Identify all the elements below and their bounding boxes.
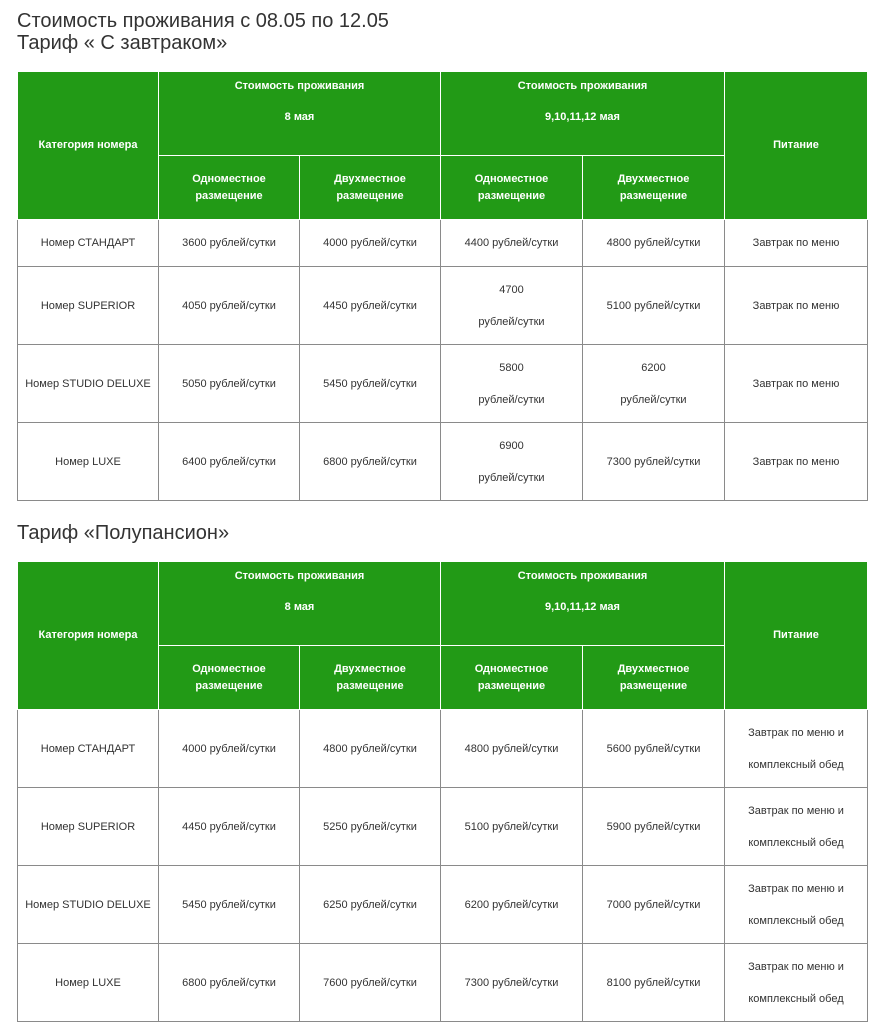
room-category: Номер LUXE: [18, 423, 159, 501]
header-group-label: Стоимость проживания: [517, 570, 648, 582]
price-cell: 5600 рублей/сутки: [583, 710, 725, 788]
price-cell: 7300 рублей/сутки: [583, 423, 725, 501]
header-group-label: Стоимость проживания: [517, 80, 648, 92]
table-row: [18, 267, 868, 345]
room-category: Номер СТАНДАРТ: [18, 220, 159, 267]
price-cell: 4400 рублей/сутки: [441, 220, 583, 267]
header-single: Одноместное размещение: [441, 646, 583, 710]
header-double: Двухместное размещение: [583, 156, 725, 220]
price-cell: 4450 рублей/сутки: [159, 788, 300, 866]
header-category: Категория номера: [18, 562, 159, 710]
price-cell: 5450 рублей/сутки: [159, 866, 300, 944]
table-row: [18, 710, 868, 788]
meals-line: комплексный обед: [748, 836, 844, 849]
meals-line: комплексный обед: [748, 758, 844, 771]
tariff-title-breakfast: Тариф « С завтраком»: [17, 32, 228, 54]
meals-cell: [725, 710, 868, 788]
table-row: [18, 866, 868, 944]
price-cell: 7600 рублей/сутки: [300, 944, 441, 1022]
header-group-date: 9,10,11,12 мая: [545, 111, 620, 123]
header-group-may9-12: [441, 562, 725, 646]
price-cell: 7000 рублей/сутки: [583, 866, 725, 944]
price-unit: рублей/сутки: [620, 393, 687, 406]
price-amount: 4700: [499, 283, 524, 296]
price-unit: рублей/сутки: [478, 471, 545, 484]
price-amount: 6900: [499, 439, 524, 452]
price-cell: 6800 рублей/сутки: [300, 423, 441, 501]
price-cell: [441, 267, 583, 345]
header-single: Одноместное размещение: [159, 156, 300, 220]
price-cell: 5450 рублей/сутки: [300, 345, 441, 423]
price-cell: 4050 рублей/сутки: [159, 267, 300, 345]
price-cell: 5100 рублей/сутки: [441, 788, 583, 866]
table-row: [18, 788, 868, 866]
room-category: Номер СТАНДАРТ: [18, 710, 159, 788]
header-group-label: Стоимость проживания: [234, 80, 365, 92]
meals-cell: [725, 866, 868, 944]
price-cell: 5900 рублей/сутки: [583, 788, 725, 866]
header-meals: Питание: [725, 72, 868, 220]
table-row: [18, 423, 868, 501]
price-amount: 5800: [499, 361, 524, 374]
meals-cell: Завтрак по меню: [725, 423, 868, 501]
header-group-may8: [159, 562, 441, 646]
header-double: Двухместное размещение: [300, 156, 441, 220]
price-cell: 4800 рублей/сутки: [583, 220, 725, 267]
meals-line: Завтрак по меню и: [748, 960, 844, 973]
price-cell: 4000 рублей/сутки: [159, 710, 300, 788]
meals-line: комплексный обед: [748, 914, 844, 927]
room-category: Номер LUXE: [18, 944, 159, 1022]
price-cell: 4800 рублей/сутки: [300, 710, 441, 788]
meals-line: Завтрак по меню и: [748, 804, 844, 817]
price-cell: [441, 423, 583, 501]
meals-cell: [725, 944, 868, 1022]
header-group-date: 8 мая: [284, 601, 315, 613]
price-cell: 5100 рублей/сутки: [583, 267, 725, 345]
price-unit: рублей/сутки: [478, 393, 545, 406]
price-cell: 6250 рублей/сутки: [300, 866, 441, 944]
meals-line: Завтрак по меню и: [748, 882, 844, 895]
header-category: Категория номера: [18, 72, 159, 220]
price-table-half-board: [17, 561, 868, 1022]
price-amount: 6200: [641, 361, 666, 374]
header-single: Одноместное размещение: [159, 646, 300, 710]
header-single: Одноместное размещение: [441, 156, 583, 220]
price-cell: 6200 рублей/сутки: [441, 866, 583, 944]
price-cell: [583, 345, 725, 423]
price-cell: 4000 рублей/сутки: [300, 220, 441, 267]
room-category: Номер SUPERIOR: [18, 788, 159, 866]
table-row: [18, 220, 868, 267]
meals-line: комплексный обед: [748, 992, 844, 1005]
table-row: [18, 944, 868, 1022]
meals-cell: Завтрак по меню: [725, 345, 868, 423]
room-category: Номер STUDIO DELUXE: [18, 345, 159, 423]
header-group-date: 8 мая: [284, 111, 315, 123]
room-category: Номер SUPERIOR: [18, 267, 159, 345]
price-cell: 3600 рублей/сутки: [159, 220, 300, 267]
meals-line: Завтрак по меню и: [748, 726, 844, 739]
header-group-date: 9,10,11,12 мая: [545, 601, 620, 613]
price-cell: 7300 рублей/сутки: [441, 944, 583, 1022]
price-cell: 4450 рублей/сутки: [300, 267, 441, 345]
price-table-breakfast: [17, 71, 868, 501]
meals-cell: [725, 788, 868, 866]
page-title: Стоимость проживания с 08.05 по 12.05: [17, 10, 389, 32]
price-cell: 5250 рублей/сутки: [300, 788, 441, 866]
header-double: Двухместное размещение: [300, 646, 441, 710]
room-category: Номер STUDIO DELUXE: [18, 866, 159, 944]
meals-cell: Завтрак по меню: [725, 220, 868, 267]
header-group-may8: [159, 72, 441, 156]
tariff-title-half-board: Тариф «Полупансион»: [17, 522, 230, 544]
header-double: Двухместное размещение: [583, 646, 725, 710]
price-cell: 5050 рублей/сутки: [159, 345, 300, 423]
price-cell: 6800 рублей/сутки: [159, 944, 300, 1022]
meals-cell: Завтрак по меню: [725, 267, 868, 345]
price-unit: рублей/сутки: [478, 315, 545, 328]
header-group-may9-12: [441, 72, 725, 156]
price-cell: 4800 рублей/сутки: [441, 710, 583, 788]
header-meals: Питание: [725, 562, 868, 710]
header-group-label: Стоимость проживания: [234, 570, 365, 582]
price-cell: 6400 рублей/сутки: [159, 423, 300, 501]
table-row: [18, 345, 868, 423]
price-cell: 8100 рублей/сутки: [583, 944, 725, 1022]
price-cell: [441, 345, 583, 423]
